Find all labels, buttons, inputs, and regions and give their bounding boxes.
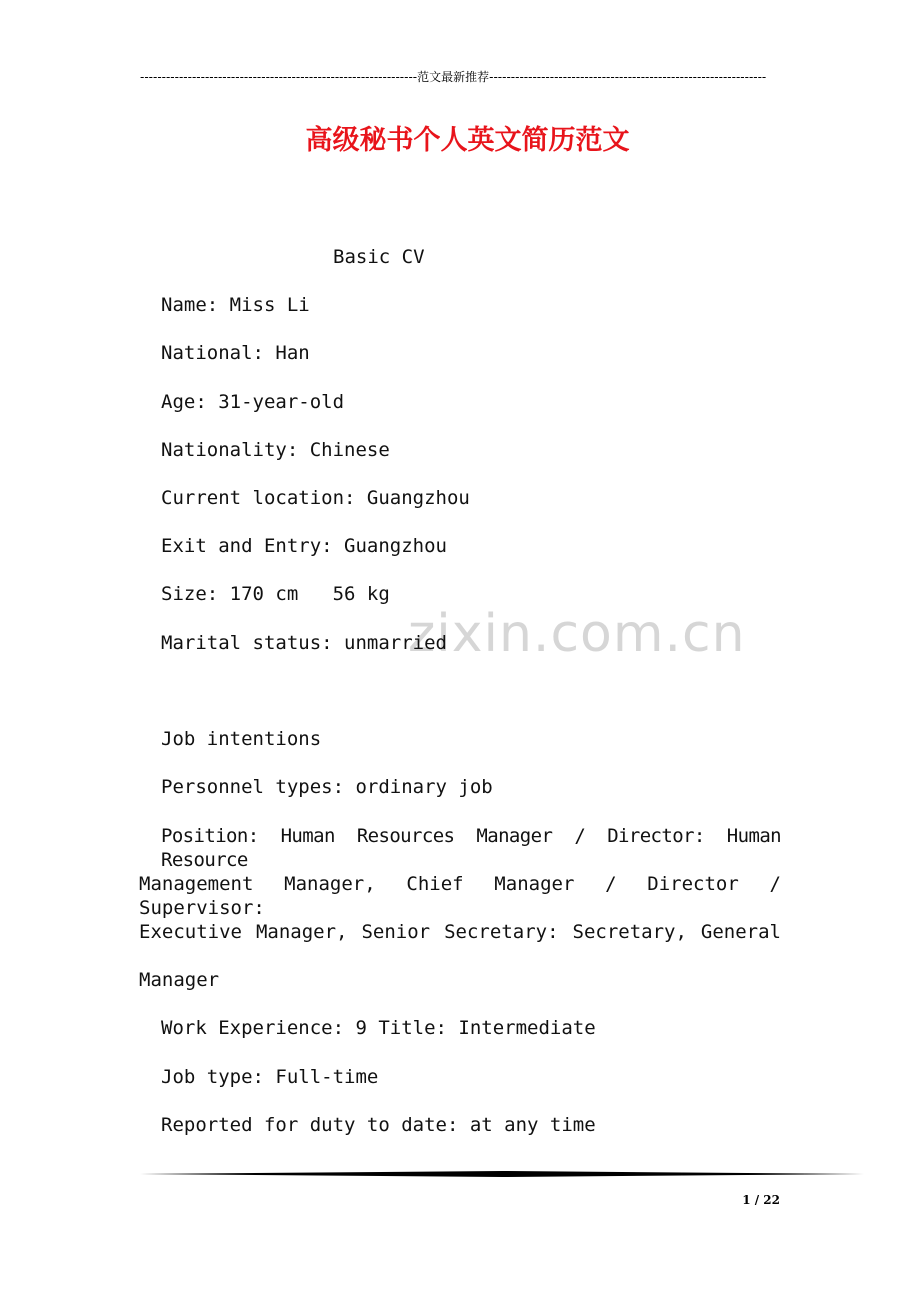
page-header [140, 68, 766, 85]
header-text: 范文最新推荐 [417, 70, 490, 84]
document-title: 高级秘书个人英文简历范文 [305, 125, 630, 156]
section-heading-basic-cv: Basic CV [333, 246, 425, 268]
field-current-location: Current location: Guangzhou [161, 487, 470, 509]
field-marital-status: Marital status: unmarried [161, 632, 447, 654]
field-position-line-3: Executive Manager, Senior Secretary: Secretary, General [139, 921, 781, 943]
field-position-line-4: Manager [139, 969, 220, 991]
header-dashes-left: ---------------------------------------------------------------- [140, 70, 418, 84]
field-name: Name: Miss Li [161, 294, 310, 316]
field-position-line-2: Management Manager, Chief Manager / Director / Supervisor: [139, 873, 781, 919]
header-dashes-right: ---------------------------------------------------------------- [489, 70, 766, 84]
section-heading-job-intentions: Job intentions [161, 728, 322, 750]
field-personnel-types: Personnel types: ordinary job [161, 776, 493, 798]
field-position-line-1: Position: Human Resources Manager / Director: Human Resource [161, 825, 781, 871]
field-nationality: Nationality: Chinese [161, 439, 390, 461]
field-size: Size: 170 cm 56 kg [161, 583, 390, 605]
field-reported-for-duty: Reported for duty to date: at any time [161, 1114, 596, 1136]
field-work-experience: Work Experience: 9 Title: Intermediate [161, 1017, 596, 1039]
field-age: Age: 31-year-old [161, 391, 345, 413]
field-job-type: Job type: Full-time [161, 1066, 379, 1088]
field-national: National: Han [161, 342, 310, 364]
field-exit-entry: Exit and Entry: Guangzhou [161, 535, 447, 557]
footer-rule [140, 1171, 864, 1177]
watermark: zixin.com.cn [408, 604, 746, 664]
page-number: 1 / 22 [742, 1193, 780, 1207]
